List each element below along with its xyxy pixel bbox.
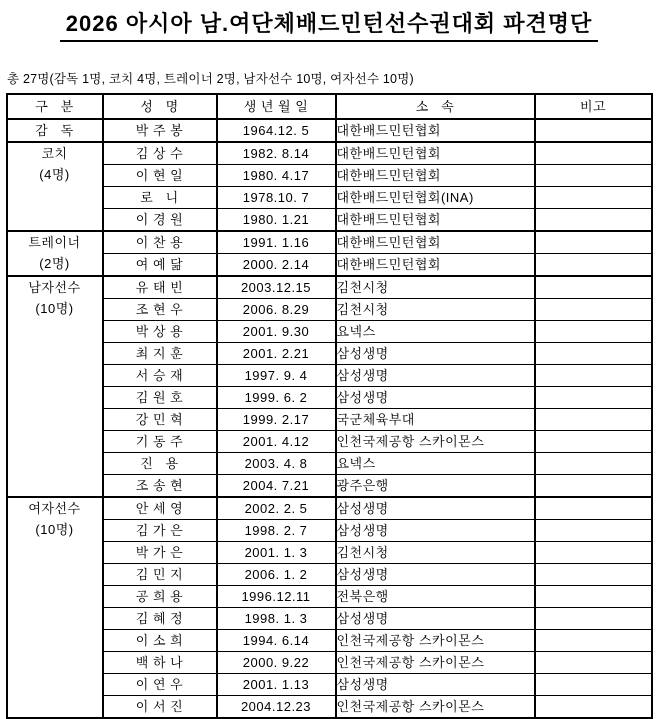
- category-cell: 여자선수 (10명): [7, 497, 103, 718]
- affiliation-cell: 전북은행: [336, 586, 535, 608]
- header-cell-category: 구 분: [7, 94, 103, 119]
- name-cell: 강 민 혁: [103, 409, 217, 431]
- birthdate-cell: 2000. 2.14: [217, 254, 336, 277]
- remarks-cell: [535, 209, 652, 232]
- affiliation-cell: 삼성생명: [336, 520, 535, 542]
- name-cell: 이 소 희: [103, 630, 217, 652]
- table-row: [7, 209, 652, 232]
- name-cell: 김 상 수: [103, 142, 217, 165]
- remarks-cell: [535, 187, 652, 209]
- header-cell-affiliation: 소 속: [336, 94, 535, 119]
- birthdate-cell: 1994. 6.14: [217, 630, 336, 652]
- remarks-cell: [535, 276, 652, 299]
- table-row: [7, 409, 652, 431]
- name-cell: 이 경 원: [103, 209, 217, 232]
- table-row: [7, 321, 652, 343]
- table-row: [7, 586, 652, 608]
- table-row: [7, 254, 652, 277]
- table-row: [7, 187, 652, 209]
- affiliation-cell: 삼성생명: [336, 608, 535, 630]
- birthdate-cell: 1998. 1. 3: [217, 608, 336, 630]
- header-cell-birthdate: 생 년 월 일: [217, 94, 336, 119]
- birthdate-cell: 2006. 1. 2: [217, 564, 336, 586]
- name-cell: 공 희 용: [103, 586, 217, 608]
- birthdate-cell: 2001. 1. 3: [217, 542, 336, 564]
- affiliation-cell: 인천국제공항 스카이몬스: [336, 431, 535, 453]
- birthdate-cell: 1996.12.11: [217, 586, 336, 608]
- table-row: [7, 142, 652, 165]
- remarks-cell: [535, 231, 652, 254]
- affiliation-cell: 대한배드민턴협회: [336, 142, 535, 165]
- remarks-cell: [535, 586, 652, 608]
- affiliation-cell: 김천시청: [336, 299, 535, 321]
- remarks-cell: [535, 497, 652, 520]
- birthdate-cell: 2006. 8.29: [217, 299, 336, 321]
- table-row: [7, 431, 652, 453]
- birthdate-cell: 1997. 9. 4: [217, 365, 336, 387]
- birthdate-cell: 2003.12.15: [217, 276, 336, 299]
- name-cell: 조 송 현: [103, 475, 217, 498]
- remarks-cell: [535, 608, 652, 630]
- remarks-cell: [535, 630, 652, 652]
- category-cell: 남자선수 (10명): [7, 276, 103, 497]
- table-row: [7, 497, 652, 520]
- table-row: [7, 119, 652, 142]
- table-row: [7, 652, 652, 674]
- birthdate-cell: 1980. 1.21: [217, 209, 336, 232]
- name-cell: 박 상 용: [103, 321, 217, 343]
- birthdate-cell: 2001. 2.21: [217, 343, 336, 365]
- table-row: [7, 630, 652, 652]
- affiliation-cell: 인천국제공항 스카이몬스: [336, 696, 535, 719]
- table-row: [7, 299, 652, 321]
- affiliation-cell: 삼성생명: [336, 343, 535, 365]
- table-row: [7, 608, 652, 630]
- name-cell: 유 태 빈: [103, 276, 217, 299]
- birthdate-cell: 1964.12. 5: [217, 119, 336, 142]
- birthdate-cell: 1999. 2.17: [217, 409, 336, 431]
- name-cell: 김 원 호: [103, 387, 217, 409]
- affiliation-cell: 요넥스: [336, 321, 535, 343]
- remarks-cell: [535, 142, 652, 165]
- category-cell: 감 독: [7, 119, 103, 142]
- name-cell: 기 동 주: [103, 431, 217, 453]
- name-cell: 조 현 우: [103, 299, 217, 321]
- birthdate-cell: 1999. 6. 2: [217, 387, 336, 409]
- remarks-cell: [535, 254, 652, 277]
- table-row: [7, 696, 652, 719]
- remarks-cell: [535, 542, 652, 564]
- name-cell: 이 서 진: [103, 696, 217, 719]
- affiliation-cell: 김천시청: [336, 276, 535, 299]
- remarks-cell: [535, 365, 652, 387]
- category-cell: 코치 (4명): [7, 142, 103, 231]
- title-area: [0, 0, 658, 42]
- roster-summary: 총 27명(감독 1명, 코치 4명, 트레이너 2명, 남자선수 10명, 여자선수 10명): [7, 72, 414, 86]
- remarks-cell: [535, 119, 652, 142]
- table-row: [7, 343, 652, 365]
- remarks-cell: [535, 387, 652, 409]
- birthdate-cell: 2001. 1.13: [217, 674, 336, 696]
- affiliation-cell: 삼성생명: [336, 564, 535, 586]
- affiliation-cell: 인천국제공항 스카이몬스: [336, 630, 535, 652]
- roster-table-body: [7, 119, 652, 718]
- birthdate-cell: 2000. 9.22: [217, 652, 336, 674]
- remarks-cell: [535, 520, 652, 542]
- remarks-cell: [535, 165, 652, 187]
- birthdate-cell: 1998. 2. 7: [217, 520, 336, 542]
- table-header-row: [7, 94, 652, 119]
- name-cell: 이 찬 용: [103, 231, 217, 254]
- affiliation-cell: 대한배드민턴협회: [336, 231, 535, 254]
- affiliation-cell: 광주은행: [336, 475, 535, 498]
- affiliation-cell: 요넥스: [336, 453, 535, 475]
- affiliation-cell: 인천국제공항 스카이몬스: [336, 652, 535, 674]
- affiliation-cell: 김천시청: [336, 542, 535, 564]
- name-cell: 진 용: [103, 453, 217, 475]
- affiliation-cell: 삼성생명: [336, 497, 535, 520]
- name-cell: 여 예 닮: [103, 254, 217, 277]
- table-row: [7, 520, 652, 542]
- table-row: [7, 564, 652, 586]
- birthdate-cell: 1980. 4.17: [217, 165, 336, 187]
- remarks-cell: [535, 564, 652, 586]
- affiliation-cell: 대한배드민턴협회(INA): [336, 187, 535, 209]
- affiliation-cell: 대한배드민턴협회: [336, 254, 535, 277]
- birthdate-cell: 2004. 7.21: [217, 475, 336, 498]
- table-row: [7, 276, 652, 299]
- name-cell: 김 가 은: [103, 520, 217, 542]
- table-row: [7, 453, 652, 475]
- name-cell: 김 혜 정: [103, 608, 217, 630]
- table-row: [7, 365, 652, 387]
- remarks-cell: [535, 409, 652, 431]
- table-row: [7, 674, 652, 696]
- name-cell: 박 주 봉: [103, 119, 217, 142]
- table-row: [7, 542, 652, 564]
- name-cell: 백 하 나: [103, 652, 217, 674]
- remarks-cell: [535, 652, 652, 674]
- name-cell: 박 가 은: [103, 542, 217, 564]
- name-cell: 안 세 영: [103, 497, 217, 520]
- name-cell: 로 니: [103, 187, 217, 209]
- name-cell: 이 현 일: [103, 165, 217, 187]
- birthdate-cell: 2001. 9.30: [217, 321, 336, 343]
- table-row: [7, 475, 652, 498]
- remarks-cell: [535, 696, 652, 719]
- affiliation-cell: 국군체육부대: [336, 409, 535, 431]
- birthdate-cell: 2003. 4. 8: [217, 453, 336, 475]
- table-row: [7, 231, 652, 254]
- affiliation-cell: 대한배드민턴협회: [336, 165, 535, 187]
- remarks-cell: [535, 431, 652, 453]
- affiliation-cell: 대한배드민턴협회: [336, 209, 535, 232]
- remarks-cell: [535, 343, 652, 365]
- roster-table: [6, 93, 653, 719]
- birthdate-cell: 1978.10. 7: [217, 187, 336, 209]
- table-row: [7, 165, 652, 187]
- birthdate-cell: 1991. 1.16: [217, 231, 336, 254]
- birthdate-cell: 1982. 8.14: [217, 142, 336, 165]
- affiliation-cell: 삼성생명: [336, 674, 535, 696]
- name-cell: 최 지 훈: [103, 343, 217, 365]
- birthdate-cell: 2002. 2. 5: [217, 497, 336, 520]
- remarks-cell: [535, 321, 652, 343]
- birthdate-cell: 2004.12.23: [217, 696, 336, 719]
- affiliation-cell: 삼성생명: [336, 387, 535, 409]
- page-title: 2026 아시아 남.여단체배드민턴선수권대회 파견명단: [60, 7, 598, 42]
- remarks-cell: [535, 299, 652, 321]
- table-row: [7, 387, 652, 409]
- header-cell-name: 성 명: [103, 94, 217, 119]
- affiliation-cell: 대한배드민턴협회: [336, 119, 535, 142]
- name-cell: 김 민 지: [103, 564, 217, 586]
- header-cell-remarks: 비고: [535, 94, 652, 119]
- name-cell: 이 연 우: [103, 674, 217, 696]
- birthdate-cell: 2001. 4.12: [217, 431, 336, 453]
- remarks-cell: [535, 453, 652, 475]
- remarks-cell: [535, 475, 652, 498]
- name-cell: 서 승 재: [103, 365, 217, 387]
- remarks-cell: [535, 674, 652, 696]
- affiliation-cell: 삼성생명: [336, 365, 535, 387]
- category-cell: 트레이너 (2명): [7, 231, 103, 276]
